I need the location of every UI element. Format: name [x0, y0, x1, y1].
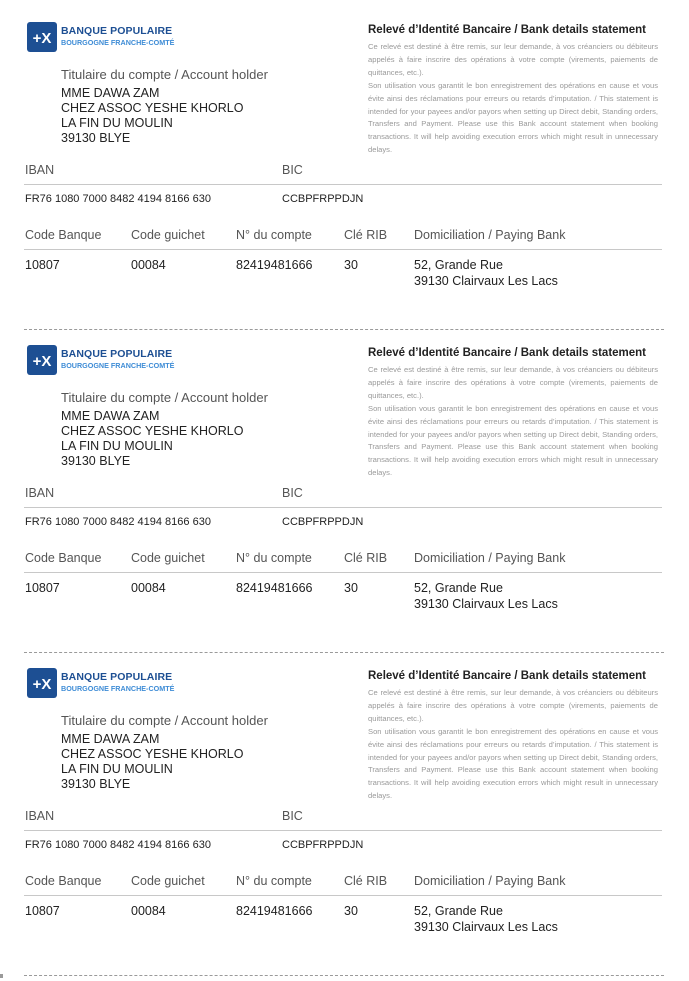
domiciliation-line: 39130 Clairvaux Les Lacs: [414, 920, 558, 934]
domiciliation-line: 52, Grande Rue: [414, 258, 503, 272]
bank-region: BOURGOGNE FRANCHE-COMTÉ: [61, 361, 175, 370]
account-number-value: 82419481666: [236, 904, 313, 918]
domiciliation-value: [414, 903, 558, 935]
domiciliation-value: [414, 257, 558, 289]
statement-text-en: Son utilisation vous garantit le bon enregistrement des opérations en cause et vous évite ainsi des réclamations pour erreurs ou retards d’imputation. / This statement is intended for your payees and/or payors when setting up Direct debit, Standing orders, Transfers and Payment. Please use this Bank account statement when booking transactions. It will help avoiding execution errors which might result in unnecessary delays.: [368, 403, 658, 478]
holder-line: 39130 BLYE: [61, 777, 131, 791]
account-number-value: 82419481666: [236, 258, 313, 272]
account-holder-address: [61, 86, 243, 146]
domiciliation-value: [414, 580, 558, 612]
holder-line: CHEZ ASSOC YESHE KHORLO: [61, 101, 244, 115]
cle-rib-value: 30: [344, 258, 358, 272]
iban-label: IBAN: [25, 486, 55, 500]
code-guichet-value: 00084: [131, 258, 166, 272]
domiciliation-line: 52, Grande Rue: [414, 904, 503, 918]
statement-text: [368, 687, 658, 803]
divider: [24, 249, 662, 250]
bic-value: CCBPFRPPDJN: [282, 516, 364, 528]
statement-text: [368, 364, 658, 480]
iban-label: IBAN: [25, 163, 55, 177]
account-holder-label: Titulaire du compte / Account holder: [61, 67, 268, 82]
divider: [24, 572, 662, 573]
iban-value: FR76 1080 7000 8482 4194 8166 630: [25, 193, 211, 205]
bic-label: BIC: [282, 809, 303, 823]
divider: [24, 184, 662, 185]
rib-card-3: [0, 646, 689, 969]
code-guichet-value: 00084: [131, 581, 166, 595]
banque-populaire-logo-icon: [27, 345, 57, 375]
holder-line: LA FIN DU MOULIN: [61, 439, 173, 453]
account-number-value: 82419481666: [236, 581, 313, 595]
account-holder-label: Titulaire du compte / Account holder: [61, 390, 268, 405]
statement-text-fr: Ce relevé est destiné à être remis, sur leur demande, à vos créanciers ou débiteurs appelés à faire inscrire des opérations à votre compte (virements, paiements de quittances, etc.).: [368, 365, 658, 400]
banque-populaire-logo-icon: [27, 22, 57, 52]
account-holder-label: Titulaire du compte / Account holder: [61, 713, 268, 728]
code-guichet-value: 00084: [131, 904, 166, 918]
divider: [24, 830, 662, 831]
account-number-label: N° du compte: [236, 874, 312, 888]
cle-rib-value: 30: [344, 904, 358, 918]
holder-line: MME DAWA ZAM: [61, 409, 160, 423]
svg-text:+X: +X: [32, 30, 52, 47]
divider: [24, 895, 662, 896]
cle-rib-label: Clé RIB: [344, 874, 388, 888]
bank-logo: [27, 22, 197, 54]
code-banque-label: Code Banque: [25, 551, 102, 565]
rib-card-1: [0, 0, 689, 323]
holder-line: LA FIN DU MOULIN: [61, 116, 173, 130]
bank-region: BOURGOGNE FRANCHE-COMTÉ: [61, 684, 175, 693]
holder-line: 39130 BLYE: [61, 454, 131, 468]
code-banque-value: 10807: [25, 581, 60, 595]
holder-line: CHEZ ASSOC YESHE KHORLO: [61, 424, 244, 438]
bank-logo: [27, 345, 197, 377]
domiciliation-line: 52, Grande Rue: [414, 581, 503, 595]
statement-text-fr: Ce relevé est destiné à être remis, sur leur demande, à vos créanciers ou débiteurs appelés à faire inscrire des opérations à votre compte (virements, paiements de quittances, etc.).: [368, 688, 658, 723]
holder-line: LA FIN DU MOULIN: [61, 762, 173, 776]
statement-title: Relevé d’Identité Bancaire / Bank details statement: [368, 24, 647, 36]
holder-line: MME DAWA ZAM: [61, 732, 160, 746]
cle-rib-label: Clé RIB: [344, 551, 388, 565]
bank-name: BANQUE POPULAIRE: [61, 25, 173, 37]
domiciliation-label: Domiciliation / Paying Bank: [414, 228, 566, 242]
code-banque-value: 10807: [25, 258, 60, 272]
account-holder-address: [61, 409, 243, 469]
account-number-label: N° du compte: [236, 228, 312, 242]
bank-logo: [27, 668, 197, 700]
bank-name: BANQUE POPULAIRE: [61, 348, 173, 360]
code-banque-value: 10807: [25, 904, 60, 918]
banque-populaire-logo-icon: [27, 668, 57, 698]
bic-value: CCBPFRPPDJN: [282, 839, 364, 851]
divider: [24, 507, 662, 508]
bic-label: BIC: [282, 486, 303, 500]
domiciliation-label: Domiciliation / Paying Bank: [414, 551, 566, 565]
statement-text-en: Son utilisation vous garantit le bon enregistrement des opérations en cause et vous évite ainsi des réclamations pour erreurs ou retards d’imputation. / This statement is intended for your payees and/or payors when setting up Direct debit, Standing orders, Transfers and Payment. Please use this Bank account statement when booking transactions. It will help avoiding execution errors which might result in unnecessary delays.: [368, 80, 658, 155]
statement-title: Relevé d’Identité Bancaire / Bank details statement: [368, 670, 647, 682]
svg-text:+X: +X: [32, 676, 52, 693]
svg-text:+X: +X: [32, 353, 52, 370]
statement-text-en: Son utilisation vous garantit le bon enregistrement des opérations en cause et vous évite ainsi des réclamations pour erreurs ou retards d’imputation. / This statement is intended for your payees and/or payors when setting up Direct debit, Standing orders, Transfers and Payment. Please use this Bank account statement when booking transactions. It will help avoiding execution errors which might result in unnecessary delays.: [368, 726, 658, 801]
code-guichet-label: Code guichet: [131, 551, 205, 565]
code-guichet-label: Code guichet: [131, 228, 205, 242]
holder-line: 39130 BLYE: [61, 131, 131, 145]
page-edge-mark: [0, 974, 3, 978]
code-guichet-label: Code guichet: [131, 874, 205, 888]
domiciliation-label: Domiciliation / Paying Bank: [414, 874, 566, 888]
bank-region: BOURGOGNE FRANCHE-COMTÉ: [61, 38, 175, 47]
statement-text: [368, 41, 658, 157]
holder-line: CHEZ ASSOC YESHE KHORLO: [61, 747, 244, 761]
iban-value: FR76 1080 7000 8482 4194 8166 630: [25, 839, 211, 851]
bic-label: BIC: [282, 163, 303, 177]
account-holder-address: [61, 732, 243, 792]
cle-rib-value: 30: [344, 581, 358, 595]
statement-text-fr: Ce relevé est destiné à être remis, sur leur demande, à vos créanciers ou débiteurs appelés à faire inscrire des opérations à votre compte (virements, paiements de quittances, etc.).: [368, 42, 658, 77]
domiciliation-line: 39130 Clairvaux Les Lacs: [414, 274, 558, 288]
statement-title: Relevé d’Identité Bancaire / Bank details statement: [368, 347, 647, 359]
iban-value: FR76 1080 7000 8482 4194 8166 630: [25, 516, 211, 528]
code-banque-label: Code Banque: [25, 874, 102, 888]
account-number-label: N° du compte: [236, 551, 312, 565]
bic-value: CCBPFRPPDJN: [282, 193, 364, 205]
domiciliation-line: 39130 Clairvaux Les Lacs: [414, 597, 558, 611]
holder-line: MME DAWA ZAM: [61, 86, 160, 100]
rib-card-2: [0, 323, 689, 646]
bank-name: BANQUE POPULAIRE: [61, 671, 173, 683]
iban-label: IBAN: [25, 809, 55, 823]
cle-rib-label: Clé RIB: [344, 228, 388, 242]
cut-line: [24, 975, 664, 976]
code-banque-label: Code Banque: [25, 228, 102, 242]
